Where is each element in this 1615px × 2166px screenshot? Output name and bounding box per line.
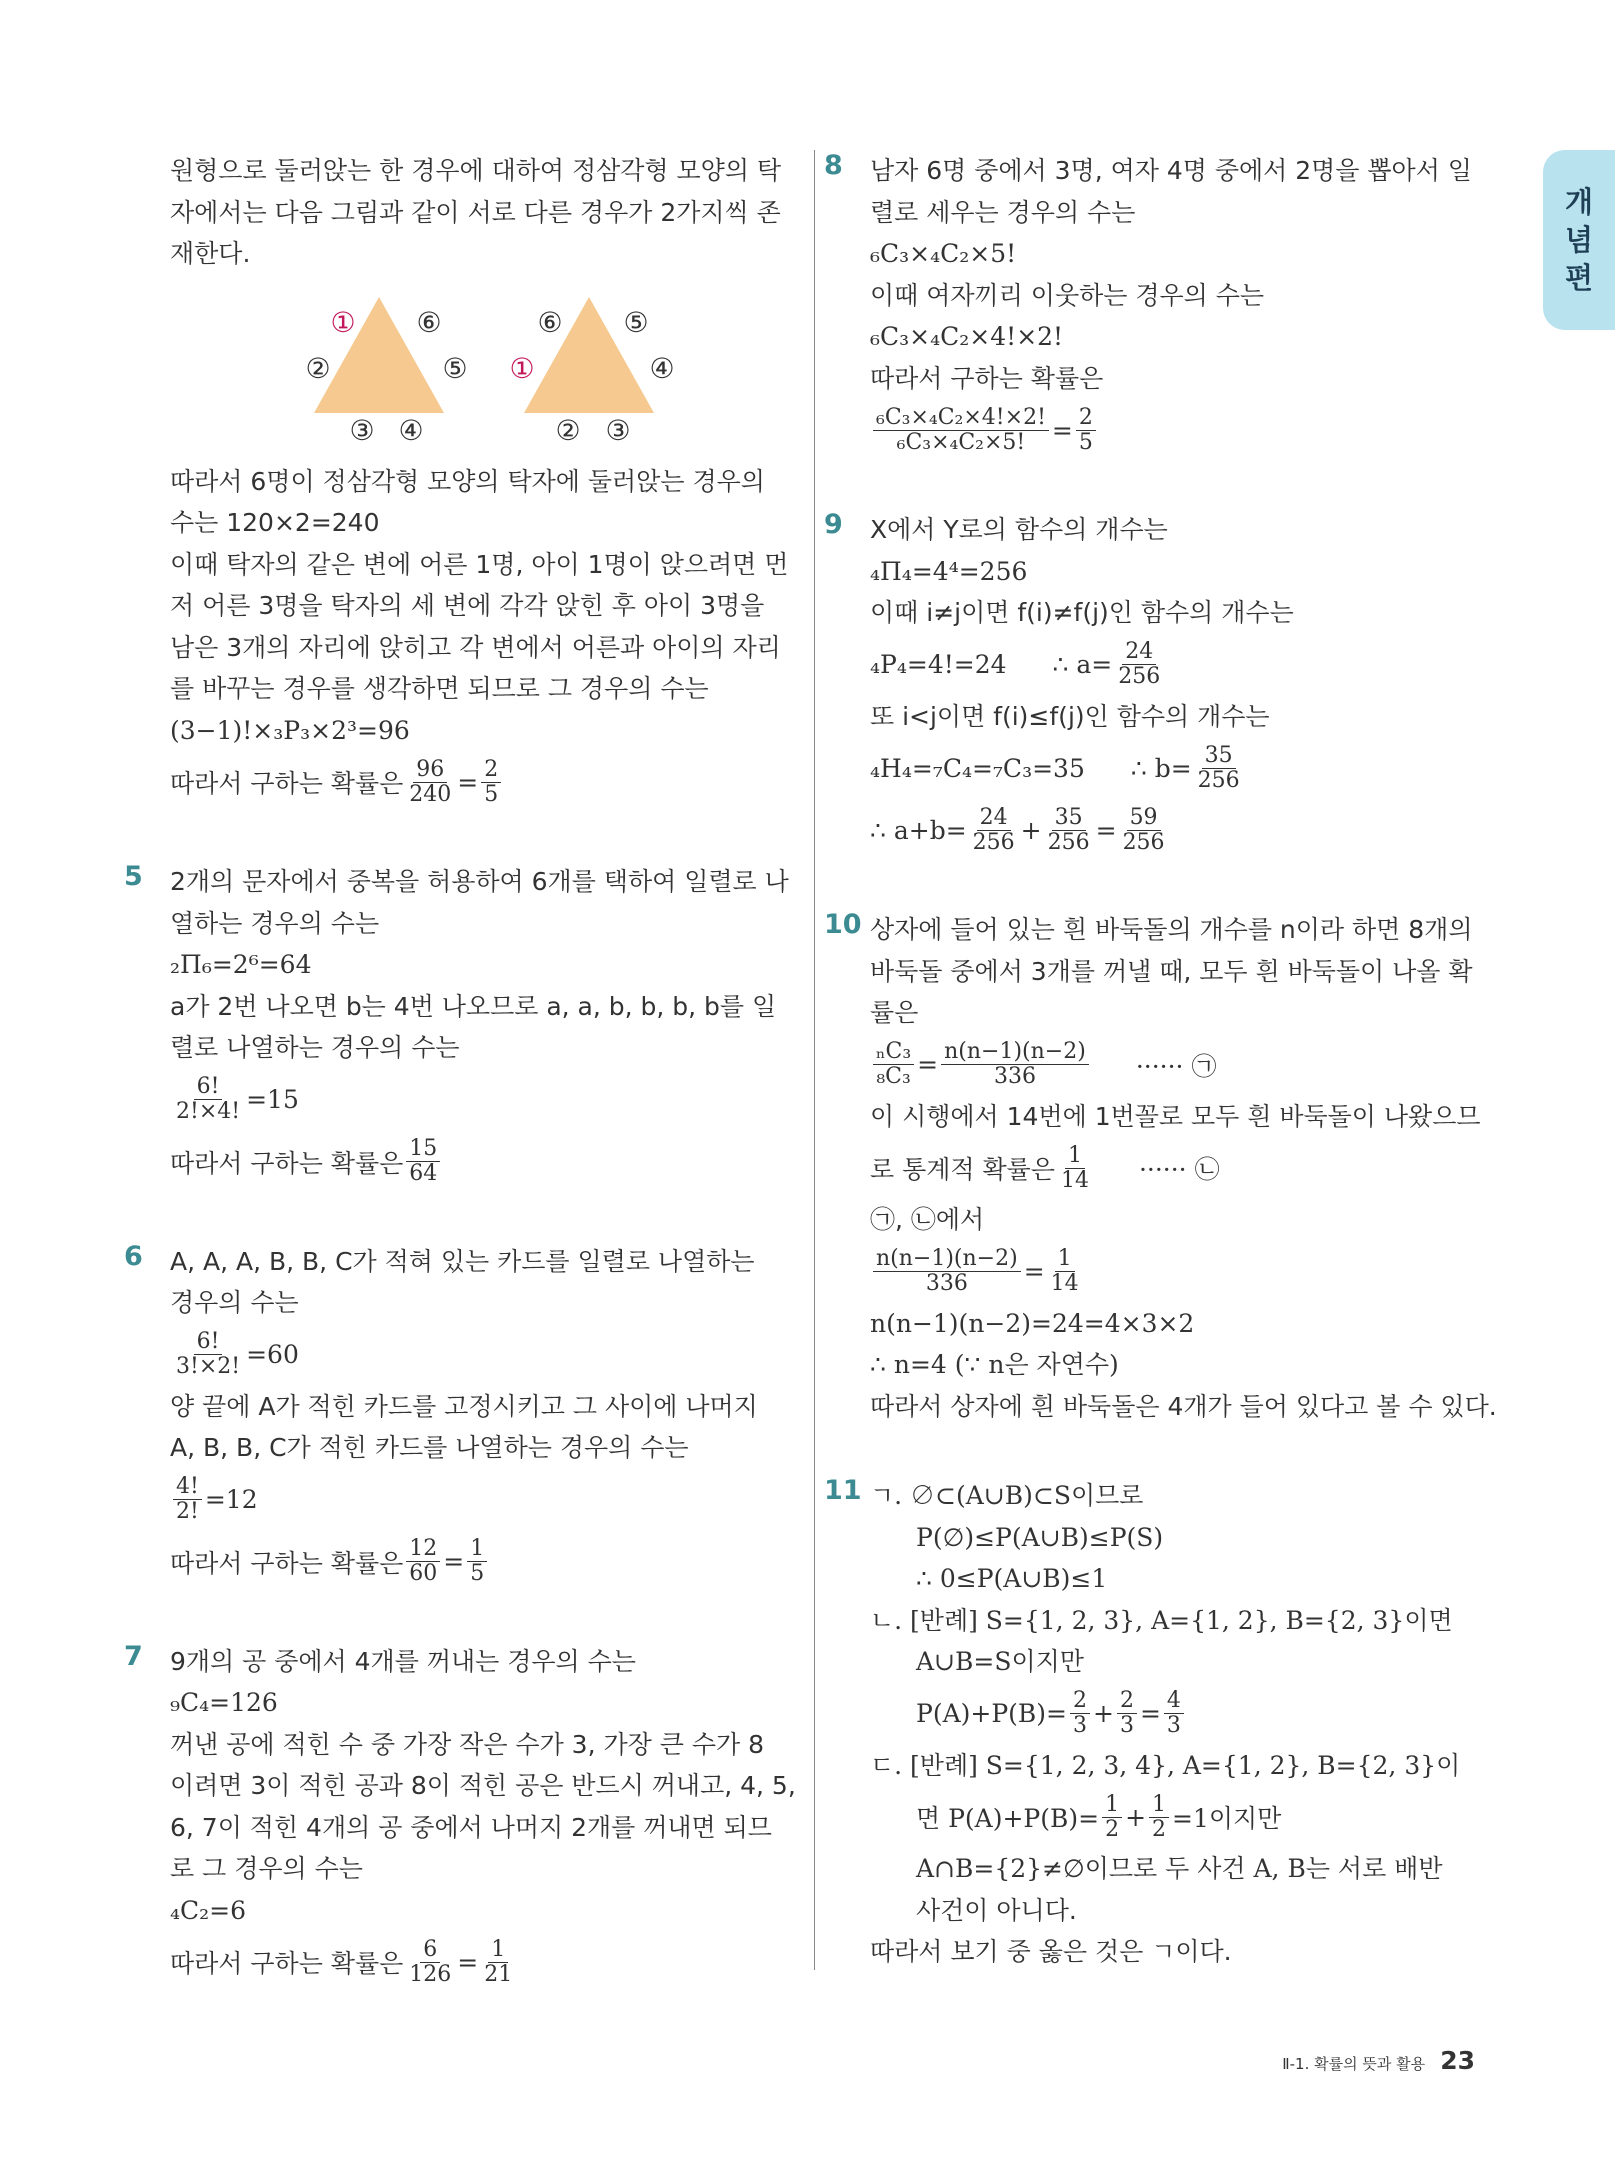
- seat-label: ①: [330, 305, 356, 339]
- fraction: $\frac{12}{60}$: [406, 1537, 440, 1586]
- text-line: 따라서 상자에 흰 바둑돌은 4개가 들어 있다고 볼 수 있다.: [870, 1391, 1497, 1421]
- left-column: [124, 150, 796, 1993]
- problem-8: [824, 150, 1480, 461]
- fraction: $\frac{2}{5}$: [481, 758, 501, 807]
- math-line: ∴ a+b= $\frac{24}{256}$ + $\frac{35}{256}$ = $\frac{59}{256}$: [870, 799, 1480, 861]
- math-line: ₄H₄=₇C₄=₇C₃=35 ∴ b= $\frac{35}{256}$: [870, 737, 1480, 799]
- answer-line: 따라서 구하는 확률은 $\frac{96}{240}$ = $\frac{2}{5}$: [170, 751, 780, 813]
- problem-number: 5: [124, 861, 143, 892]
- math-line: $\frac{6!}{2!\times 4!}$ =15: [170, 1069, 780, 1131]
- math-line: ∴ n=4 (∵ n은 자연수): [870, 1350, 1119, 1379]
- text-line: 로 그 경우의 수는: [170, 1854, 363, 1883]
- math-line: $\frac{4!}{2!}$ =12: [170, 1469, 780, 1531]
- fraction: $\frac{6!}{2!\times 4!}$: [176, 1074, 241, 1124]
- math-line: $\frac{6!}{3!\times 2!}$ =60: [170, 1324, 780, 1386]
- problem-number: 6: [124, 1240, 143, 1272]
- right-column: [824, 150, 1497, 1973]
- math-line: ₄C₂=6: [170, 1895, 247, 1925]
- problem-number: 7: [124, 1640, 143, 1672]
- problem-7: [124, 1640, 796, 1994]
- math-line: (3−1)!×₃P₃×2³=96: [170, 715, 410, 745]
- problem-5: [124, 861, 789, 1193]
- text-line: 이때 탁자의 같은 변에 어른 1명, 아이 1명이 앉으려면 먼: [170, 549, 789, 579]
- math-line: ㄱ. ∅⊂(A∪B)⊂S이므로: [870, 1481, 1144, 1510]
- text-line: X에서 Y로의 함수의 개수는: [870, 515, 1168, 544]
- page-number: 23: [1440, 2046, 1475, 2075]
- fraction: $\frac{4!}{2!}$: [173, 1475, 202, 1524]
- text-line: ㉠, ㉡에서: [870, 1205, 985, 1234]
- text-line: A, A, A, B, B, C가 적혀 있는 카드를 일렬로 나열하는: [170, 1246, 755, 1276]
- text-line: 렬로 나열하는 경우의 수는: [170, 1033, 460, 1062]
- problem-number: 10: [824, 909, 862, 940]
- text-line: 이때 여자끼리 이웃하는 경우의 수는: [870, 280, 1265, 310]
- text-line: 9개의 공 중에서 4개를 꺼내는 경우의 수는: [170, 1646, 636, 1676]
- problem-number: 11: [824, 1475, 862, 1506]
- text-line: 재한다.: [170, 239, 251, 268]
- fraction: $\frac{\text{ₙC₃}}{\text{₈C₃}}$: [873, 1040, 914, 1089]
- fraction: $\frac{2}{3}$: [1070, 1689, 1090, 1738]
- page-footer: [1282, 2046, 1475, 2075]
- text-line: 자에서는 다음 그림과 같이 서로 다른 경우가 2가지씩 존: [170, 197, 781, 227]
- fraction: $\frac{15}{64}$: [406, 1137, 440, 1186]
- text-line: 따라서 구하는 확률은: [870, 363, 1104, 393]
- fraction: $\frac{96}{240}$: [409, 756, 452, 807]
- text-line: 2개의 문자에서 중복을 허용하여 6개를 택하여 일렬로 나: [170, 867, 789, 896]
- text-line: 를 바꾸는 경우를 생각하면 되므로 그 경우의 수는: [170, 674, 709, 703]
- math-line: P(∅)≤P(A∪B)≤P(S): [916, 1522, 1164, 1552]
- fraction: $\frac{1}{14}$: [1060, 1142, 1089, 1193]
- seat-label: ②: [305, 351, 331, 385]
- text-line: 따라서 보기 중 옳은 것은 ㄱ이다.: [870, 1937, 1232, 1966]
- text-line: 수는 120×2=240: [170, 508, 380, 537]
- seat-label: ①: [509, 351, 535, 385]
- seat-label: ⑤: [623, 305, 649, 339]
- answer-prefix: 따라서 구하는 확률은: [170, 769, 404, 798]
- math-line: n(n−1)(n−2)=24=4×3×2: [870, 1308, 1195, 1338]
- math-line: 로 통계적 확률은 $\frac{1}{14}$ ······ ㉡: [870, 1142, 1220, 1193]
- text-line: 저 어른 3명을 탁자의 세 변에 각각 앉힌 후 아이 3명을: [170, 591, 765, 620]
- math-line: A∪B=S이지만: [916, 1647, 1084, 1676]
- answer-line: 따라서 구하는 확률은 $\frac{12}{60}$ = $\frac{1}{5}$: [170, 1531, 780, 1593]
- fraction: $\frac{1}{14}$: [1050, 1246, 1079, 1296]
- fraction: $\frac{6}{126}$: [409, 1936, 452, 1987]
- math-line: A∩B={2}≠∅이므로 두 사건 A, B는 서로 배반: [916, 1854, 1443, 1883]
- math-line: ₄P₄=4!=24 ∴ a= $\frac{24}{256}$: [870, 634, 1480, 696]
- problem-10: [824, 909, 1497, 1427]
- text-line: 남은 3개의 자리에 앉히고 각 변에서 어른과 아이의 자리: [170, 632, 781, 662]
- problem-6: [124, 1240, 780, 1593]
- fraction: $\frac{24}{256}$: [972, 804, 1015, 855]
- math-line: $\frac{\text{₆C₃×₄C₂×4!×2!}}{\text{₆C₃×₄C₂×5!}}$ = $\frac{2}{5}$: [870, 399, 1480, 461]
- text-line: 남자 6명 중에서 3명, 여자 4명 중에서 2명을 뽑아서 일: [870, 156, 1472, 185]
- column-divider: [814, 150, 815, 1970]
- fraction: $\frac{35}{256}$: [1197, 742, 1240, 793]
- math-line: P(A)+P(B)= $\frac{2}{3}$ + $\frac{2}{3}$ = $\frac{4}{3}$: [870, 1683, 1480, 1745]
- math-line: ∴ 0≤P(A∪B)≤1: [916, 1564, 1108, 1593]
- text-line: 또 i<j이면 f(i)≤f(j)인 함수의 개수는: [870, 701, 1270, 731]
- fraction: $\frac{2}{5}$: [1076, 406, 1096, 455]
- math-line: $\frac{n(n-1)(n-2)}{336}$ = $\frac{1}{14}$: [870, 1241, 1480, 1303]
- equation-tag: ······ ㉠: [1135, 1051, 1217, 1081]
- fraction: $\frac{\text{₆C₃×₄C₂×4!×2!}}{\text{₆C₃×₄C₂×5!}}$: [873, 406, 1049, 455]
- fraction: $\frac{n(n-1)(n-2)}{336}$: [941, 1040, 1089, 1089]
- seat-label: ③: [349, 413, 375, 443]
- section-title: Ⅱ-1. 확률의 뜻과 활용: [1282, 2055, 1426, 2073]
- equation-tag: ······ ㉡: [1138, 1155, 1220, 1184]
- fraction: $\frac{n(n-1)(n-2)}{336}$: [873, 1247, 1021, 1296]
- text-line: 렬로 세우는 경우의 수는: [870, 197, 1136, 227]
- problem-11: [824, 1475, 1480, 1973]
- seat-label: ④: [398, 413, 424, 443]
- fraction: $\frac{1}{5}$: [467, 1537, 487, 1586]
- math-line: ㄴ. [반례] S={1, 2, 3}, A={1, 2}, B={2, 3}이면: [870, 1605, 1453, 1635]
- text-line: 6, 7이 적힌 4개의 공 중에서 나머지 2개를 꺼내면 되므: [170, 1812, 772, 1842]
- text-line: 이려면 3이 적힌 공과 8이 적힌 공은 반드시 꺼내고, 4, 5,: [170, 1771, 796, 1800]
- math-line: ₄Π₄=4⁴=256: [870, 556, 1028, 586]
- seat-label: ④: [649, 351, 675, 385]
- fraction: $\frac{2}{3}$: [1117, 1689, 1137, 1738]
- math-line: ₉C₄=126: [170, 1688, 278, 1717]
- text-line: 률은: [870, 998, 919, 1027]
- fraction: $\frac{24}{256}$: [1118, 639, 1161, 689]
- fraction: $\frac{1}{21}$: [484, 1936, 513, 1987]
- text-line: 경우의 수는: [170, 1288, 299, 1317]
- seat-label: ③: [605, 413, 631, 443]
- fraction: $\frac{35}{256}$: [1047, 804, 1090, 855]
- math-line: ₆C₃×₄C₂×4!×2!: [870, 322, 1064, 351]
- text-line: 양 끝에 A가 적힌 카드를 고정시키고 그 사이에 나머지: [170, 1391, 758, 1421]
- math-line: ₆C₃×₄C₂×5!: [870, 239, 1017, 268]
- math-line: 면 P(A)+P(B)= $\frac{1}{2}$ + $\frac{1}{2}$ =1이지만: [916, 1791, 1282, 1842]
- triangle-seating-diagram: [170, 275, 780, 443]
- text-line: 열하는 경우의 수는: [170, 908, 380, 938]
- text-line: 상자에 들어 있는 흰 바둑돌의 개수를 n이라 하면 8개의: [870, 915, 1473, 944]
- answer-line: 따라서 구하는 확률은 $\frac{15}{64}$: [170, 1131, 780, 1193]
- math-line: ㄷ. [반례] S={1, 2, 3, 4}, A={1, 2}, B={2, 3}이: [870, 1750, 1461, 1780]
- math-line: ₂Π₆=2⁶=64: [170, 950, 312, 979]
- fraction: $\frac{1}{2}$: [1149, 1793, 1169, 1842]
- seat-label: ⑤: [442, 351, 468, 385]
- text-line: 꺼낸 공에 적힌 수 중 가장 작은 수가 3, 가장 큰 수가 8: [170, 1729, 764, 1759]
- text-line: A, B, B, C가 적힌 카드를 나열하는 경우의 수는: [170, 1433, 689, 1462]
- problem-number: 8: [824, 150, 843, 181]
- fraction: $\frac{6!}{3!\times 2!}$: [176, 1329, 241, 1379]
- problem-number: 9: [824, 509, 843, 540]
- answer-line: 따라서 구하는 확률은 $\frac{6}{126}$ = $\frac{1}{21}$: [170, 1931, 780, 1993]
- fraction: $\frac{1}{2}$: [1102, 1793, 1122, 1842]
- text-line: 이 시행에서 14번에 1번꼴로 모두 흰 바둑돌이 나왔으므: [870, 1101, 1481, 1131]
- concept-tab-label: 개 념 편: [1564, 185, 1593, 295]
- text-line: 이때 i≠j이면 f(i)≠f(j)인 함수의 개수는: [870, 598, 1294, 627]
- problem-9: [824, 509, 1480, 861]
- text-line: 원형으로 둘러앉는 한 경우에 대하여 정삼각형 모양의 탁: [170, 156, 782, 185]
- math-line: $\frac{\text{ₙC₃}}{\text{₈C₃}}$ = $\frac{n(n-1)(n-2)}{336}$ ······ ㉠: [870, 1034, 1480, 1096]
- text-line: a가 2번 나오면 b는 4번 나오므로 a, a, b, b, b, b를 일: [170, 991, 777, 1021]
- text-line: 바둑돌 중에서 3개를 꺼낼 때, 모두 흰 바둑돌이 나올 확: [870, 956, 1473, 986]
- seat-label: ⑥: [537, 305, 563, 339]
- text-line: 따라서 6명이 정삼각형 모양의 탁자에 둘러앉는 경우의: [170, 466, 765, 496]
- seat-label: ②: [555, 413, 581, 443]
- text-line: 사건이 아니다.: [916, 1895, 1077, 1925]
- fraction: $\frac{4}{3}$: [1164, 1689, 1184, 1738]
- seat-label: ⑥: [416, 305, 442, 339]
- fraction: $\frac{59}{256}$: [1122, 804, 1165, 855]
